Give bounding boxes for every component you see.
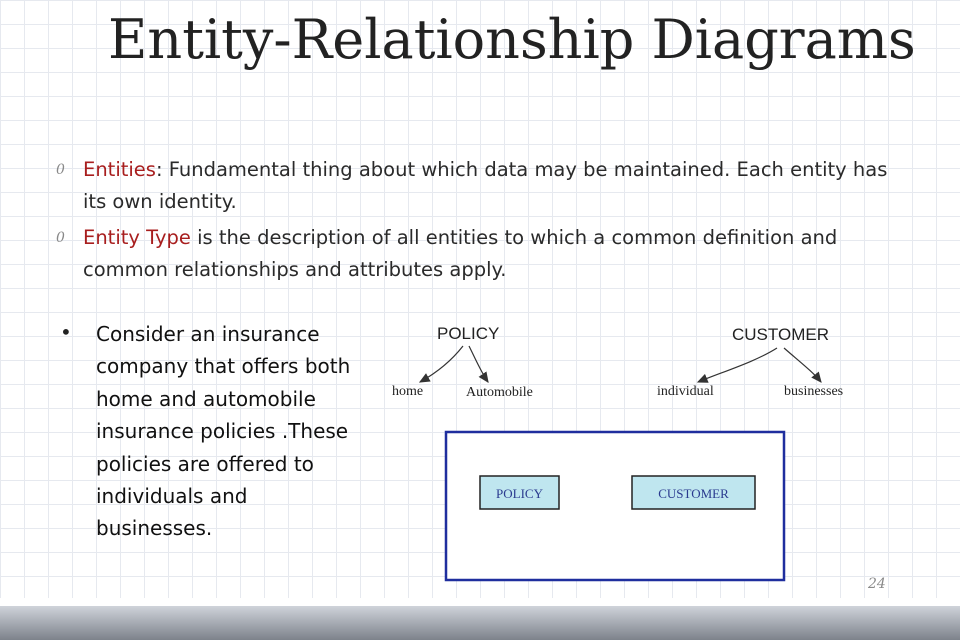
policy-child-home: home [392, 384, 424, 399]
customer-businesses-arrow [784, 348, 821, 382]
customer-child-individual: individual [657, 384, 714, 399]
term-entity-type: Entity Type [83, 226, 191, 249]
bullet-marker: 0 [56, 230, 65, 246]
example-text: Consider an insurance company that offers both home and automobile insurance policies .These policies are offered to individuals and businesses. [96, 322, 351, 541]
customer-child-businesses: businesses [784, 384, 844, 399]
bullet-dot: • [60, 320, 72, 344]
bullet-entity-type [56, 222, 916, 286]
policy-home-arrow [420, 346, 463, 382]
customer-individual-arrow [698, 348, 777, 382]
policy-automobile-arrow [469, 346, 488, 382]
definition-entities: : Fundamental thing about which data may be maintained. Each entity has its own identity. [83, 158, 888, 213]
bottom-frame [0, 606, 960, 640]
slide-title: Entity-Relationship Diagrams [108, 8, 916, 71]
bullet-entities [56, 154, 916, 218]
example-bullet [60, 318, 360, 545]
definition-entity-type: is the description of all entities to which a common definition and common relationships and attributes apply. [83, 226, 838, 281]
customer-tree-root: CUSTOMER [732, 325, 829, 344]
term-entities: Entities [83, 158, 156, 181]
er-diagram [380, 310, 880, 590]
bullet-marker: 0 [56, 162, 65, 178]
policy-child-automobile: Automobile [466, 385, 533, 400]
entity-label-policy: POLICY [496, 486, 543, 501]
entity-label-customer: CUSTOMER [658, 486, 729, 501]
policy-tree-root: POLICY [437, 324, 500, 343]
definition-list [56, 154, 916, 290]
page-number: 24 [868, 576, 886, 592]
